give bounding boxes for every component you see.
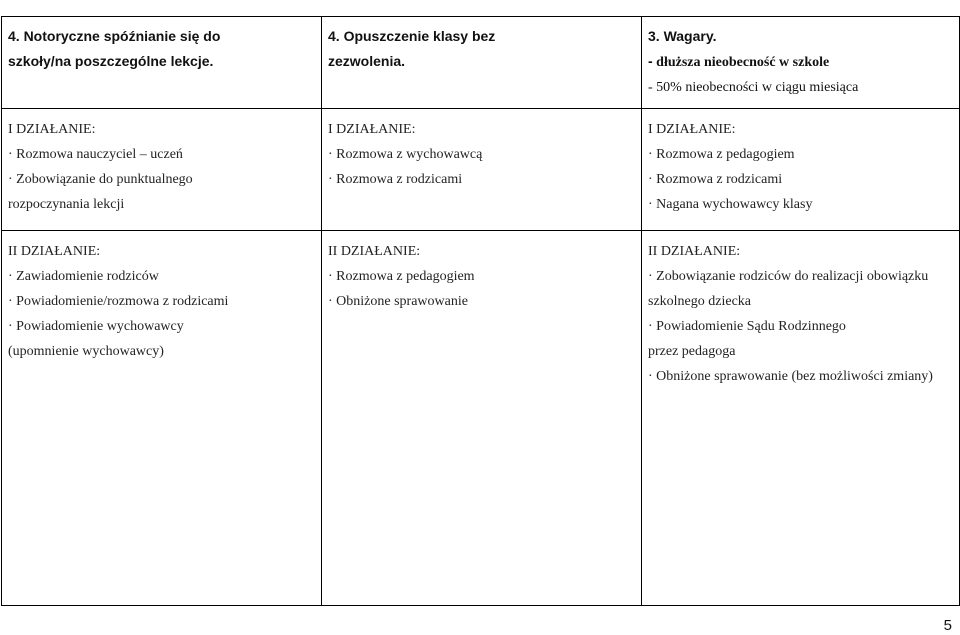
action-item: rozpoczynania lekcji [8,197,125,212]
header-subline: - 50% nieobecności w ciągu miesiąca [648,80,859,95]
action-item: · Rozmowa z wychowawcą [328,147,483,162]
page-number: 5 [943,617,952,634]
action-item: · Rozmowa nauczyciel – uczeń [8,147,183,162]
procedures-table [1,16,960,606]
action-heading: I DZIAŁANIE: [8,122,96,137]
action-item: szkolnego dziecka [648,294,752,309]
header-cell-late [2,17,322,109]
action-item: · Zobowiązanie do punktualnego [8,172,193,187]
action-2-row [2,231,960,606]
header-text: 4. Notoryczne spóźnianie się do [8,28,221,44]
header-title: 3. Wagary. [648,28,717,44]
header-text: szkoły/na poszczególne lekcje. [8,53,214,69]
dash-bold: - [648,53,653,69]
action-heading: I DZIAŁANIE: [328,122,416,137]
action-item: (upomnienie wychowawcy) [8,344,164,359]
action-item: · Obniżone sprawowanie (bez możliwości zmiany) [648,369,933,384]
action-item: · Zobowiązanie rodziców do realizacji obowiązku [648,269,929,284]
action-1-late [2,109,322,231]
action-item: · Obniżone sprawowanie [328,294,468,309]
action-item: · Zawiadomienie rodziców [8,269,159,284]
action-item: · Powiadomienie wychowawcy [8,319,184,334]
action-item: przez pedagoga [648,344,736,359]
action-heading: II DZIAŁANIE: [8,244,101,259]
action-2-truancy [642,231,960,606]
action-2-leaving-class [322,231,642,606]
action-heading: II DZIAŁANIE: [328,244,421,259]
header-cell-leaving-class [322,17,642,109]
action-item: · Nagana wychowawcy klasy [648,197,813,212]
action-item: · Rozmowa z rodzicami [328,172,463,187]
action-heading: I DZIAŁANIE: [648,122,736,137]
header-row [2,17,960,109]
header-text: zezwolenia. [328,53,406,69]
action-1-leaving-class [322,109,642,231]
action-1-row [2,109,960,231]
header-text: 4. Opuszczenie klasy bez [328,28,496,44]
action-item: · Powiadomienie Sądu Rodzinnego [648,319,846,334]
subline-text: dłuższa nieobecność w szkole [652,55,830,70]
action-item: · Powiadomienie/rozmowa z rodzicami [8,294,229,309]
action-item: · Rozmowa z rodzicami [648,172,783,187]
action-heading: II DZIAŁANIE: [648,244,741,259]
action-item: · Rozmowa z pedagogiem [648,147,795,162]
action-1-truancy [642,109,960,231]
header-cell-truancy [642,17,960,109]
action-2-late [2,231,322,606]
action-item: · Rozmowa z pedagogiem [328,269,475,284]
header-subline [648,49,959,75]
